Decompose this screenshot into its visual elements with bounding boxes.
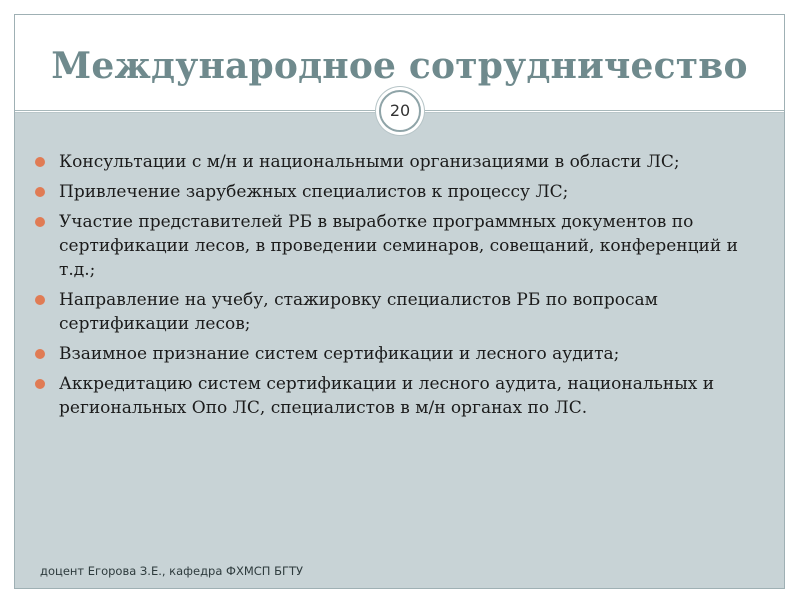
page-number-badge: 20 [379, 90, 421, 132]
bullet-dot-icon [35, 217, 45, 227]
bullet-dot-icon [35, 187, 45, 197]
bullet-text: Направление на учебу, стажировку специалистов РБ по вопросам сертификации лесов; [59, 290, 658, 334]
list-item [35, 210, 775, 282]
bullet-text: Аккредитацию систем сертификации и лесного аудита, национальных и региональных Опо ЛС, специалистов в м/н органах по ЛС. [59, 374, 715, 418]
list-item [35, 150, 775, 174]
list-item [35, 180, 775, 204]
slide-footer: доцент Егорова З.Е., кафедра ФХМСП БГТУ [40, 564, 304, 578]
list-item [35, 372, 775, 420]
list-item [35, 342, 775, 366]
bullet-dot-icon [35, 157, 45, 167]
bullet-dot-icon [35, 295, 45, 305]
bullet-dot-icon [35, 349, 45, 359]
bullet-text: Взаимное признание систем сертификации и лесного аудита; [59, 344, 620, 364]
bullet-text: Консультации с м/н и национальными организациями в области ЛС; [59, 152, 680, 172]
slide [14, 14, 785, 589]
slide-title: Международное сотрудничество [51, 45, 748, 87]
bullet-dot-icon [35, 379, 45, 389]
bullet-text: Привлечение зарубежных специалистов к процессу ЛС; [59, 182, 569, 202]
bullet-text: Участие представителей РБ в выработке программных документов по сертификации лесов, в проведении семинаров, совещаний, конференций и т.д.; [59, 212, 738, 280]
list-item [35, 288, 775, 336]
bullet-list [35, 150, 775, 426]
